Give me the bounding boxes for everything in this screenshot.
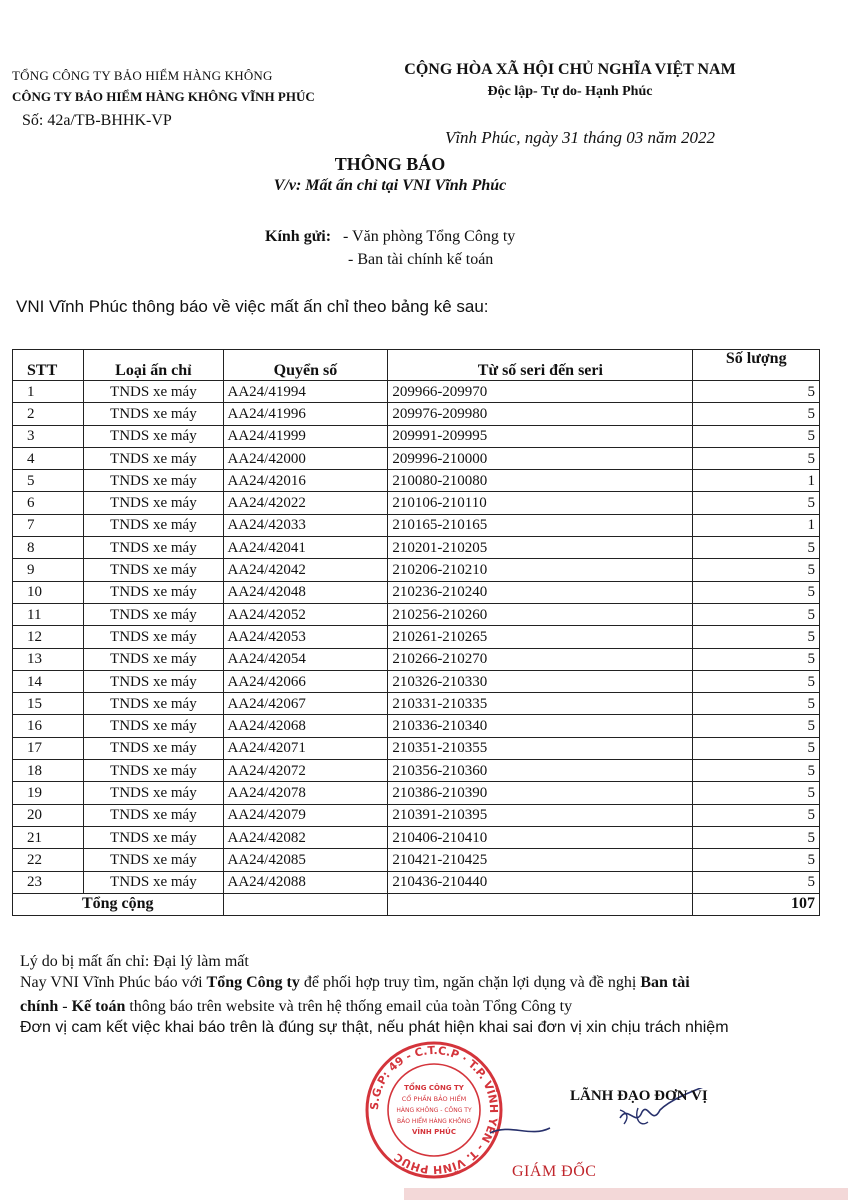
table-body <box>13 381 820 894</box>
cell-serial-range: 210236-210240 <box>388 581 693 603</box>
cell-quantity: 5 <box>693 648 820 670</box>
cell-stt: 11 <box>13 603 84 625</box>
header-book-number: Quyển số <box>223 350 388 381</box>
request-line-continued <box>20 998 820 1016</box>
cell-quantity: 5 <box>693 760 820 782</box>
table-row <box>13 760 820 782</box>
cell-serial-range: 210206-210210 <box>388 559 693 581</box>
cell-stt: 9 <box>13 559 84 581</box>
nation-name: CỘNG HÒA XÃ HỘI CHỦ NGHĨA VIỆT NAM <box>404 61 736 78</box>
cell-quantity: 5 <box>693 403 820 425</box>
cell-book-number: AA24/41994 <box>223 381 388 403</box>
cell-book-number: AA24/42000 <box>223 447 388 469</box>
table-row <box>13 648 820 670</box>
cell-book-number: AA24/42068 <box>223 715 388 737</box>
table-row <box>13 826 820 848</box>
lost-documents-table <box>12 349 820 916</box>
cell-book-number: AA24/42082 <box>223 826 388 848</box>
table-row <box>13 492 820 514</box>
total-empty-cell <box>388 893 693 915</box>
cell-stt: 20 <box>13 804 84 826</box>
cell-type: TNDS xe máy <box>84 537 223 559</box>
cell-serial-range: 209976-209980 <box>388 403 693 425</box>
cell-book-number: AA24/42067 <box>223 693 388 715</box>
scan-edge-artifact <box>404 1188 848 1200</box>
cell-type: TNDS xe máy <box>84 581 223 603</box>
table-row <box>13 381 820 403</box>
cell-serial-range: 210386-210390 <box>388 782 693 804</box>
cell-book-number: AA24/42085 <box>223 849 388 871</box>
table-row <box>13 626 820 648</box>
cell-book-number: AA24/42041 <box>223 537 388 559</box>
cell-serial-range: 210106-210110 <box>388 492 693 514</box>
total-empty-cell <box>223 893 388 915</box>
intro-text: VNI Vĩnh Phúc thông báo về việc mất ấn chỉ theo bảng kê sau: <box>16 297 489 316</box>
cell-type: TNDS xe máy <box>84 804 223 826</box>
cell-quantity: 5 <box>693 537 820 559</box>
cell-type: TNDS xe máy <box>84 626 223 648</box>
cell-book-number: AA24/42053 <box>223 626 388 648</box>
cell-stt: 18 <box>13 760 84 782</box>
signatory-role: GIÁM ĐỐC <box>512 1163 597 1180</box>
cell-serial-range: 210261-210265 <box>388 626 693 648</box>
table-row <box>13 693 820 715</box>
cell-quantity: 5 <box>693 492 820 514</box>
cell-quantity: 1 <box>693 470 820 492</box>
cell-serial-range: 210331-210335 <box>388 693 693 715</box>
table-row <box>13 447 820 469</box>
cell-book-number: AA24/42088 <box>223 871 388 893</box>
request-line <box>20 974 820 992</box>
cell-type: TNDS xe máy <box>84 826 223 848</box>
request-text-b: Tổng Công ty <box>206 974 300 991</box>
stamp-ring-text: S.G.P: 49 - C.T.C.P · T.P. VĨNH YÊN - T. VĨNH PHÚC <box>367 1043 501 1177</box>
cell-book-number: AA24/42054 <box>223 648 388 670</box>
cell-quantity: 5 <box>693 871 820 893</box>
stamp-line-1: TỔNG CÔNG TY <box>404 1084 464 1092</box>
cell-type: TNDS xe máy <box>84 782 223 804</box>
cell-quantity: 5 <box>693 603 820 625</box>
cell-stt: 23 <box>13 871 84 893</box>
cell-type: TNDS xe máy <box>84 849 223 871</box>
header-serial-range: Từ số seri đến seri <box>388 350 693 381</box>
table-row <box>13 403 820 425</box>
table-header-row <box>13 350 820 381</box>
request-text-e: chính <box>20 998 59 1015</box>
reason-line: Lý do bị mất ấn chỉ: Đại lý làm mất <box>20 953 249 970</box>
total-value: 107 <box>693 893 820 915</box>
table-row <box>13 425 820 447</box>
cell-serial-range: 210165-210165 <box>388 514 693 536</box>
cell-type: TNDS xe máy <box>84 871 223 893</box>
cell-stt: 10 <box>13 581 84 603</box>
cell-serial-range: 209996-210000 <box>388 447 693 469</box>
cell-book-number: AA24/42071 <box>223 737 388 759</box>
notice-title: THÔNG BÁO <box>334 154 446 174</box>
cell-serial-range: 210391-210395 <box>388 804 693 826</box>
cell-serial-range: 210356-210360 <box>388 760 693 782</box>
header-type: Loại ấn chỉ <box>84 350 223 381</box>
cell-stt: 12 <box>13 626 84 648</box>
cell-type: TNDS xe máy <box>84 425 223 447</box>
table-row <box>13 559 820 581</box>
cell-serial-range: 210436-210440 <box>388 871 693 893</box>
request-text-a: Nay VNI Vĩnh Phúc báo với <box>20 974 207 991</box>
cell-book-number: AA24/41996 <box>223 403 388 425</box>
cell-book-number: AA24/42048 <box>223 581 388 603</box>
cell-type: TNDS xe máy <box>84 603 223 625</box>
cell-serial-range: 210406-210410 <box>388 826 693 848</box>
cell-serial-range: 210421-210425 <box>388 849 693 871</box>
table-row <box>13 782 820 804</box>
request-text-h: thông báo trên website và trên hệ thống email của toàn Tổng Công ty <box>125 998 573 1015</box>
cell-serial-range: 210256-210260 <box>388 603 693 625</box>
cell-type: TNDS xe máy <box>84 715 223 737</box>
cell-quantity: 5 <box>693 559 820 581</box>
parent-organization: TỔNG CÔNG TY BẢO HIỂM HÀNG KHÔNG <box>12 68 273 83</box>
signatory-title: LÃNH ĐẠO ĐƠN VỊ <box>570 1088 708 1104</box>
unit-organization: CÔNG TY BẢO HIỂM HÀNG KHÔNG VĨNH PHÚC <box>12 89 315 104</box>
cell-type: TNDS xe máy <box>84 470 223 492</box>
header-stt: STT <box>13 350 84 381</box>
cell-stt: 2 <box>13 403 84 425</box>
cell-quantity: 5 <box>693 626 820 648</box>
table-row <box>13 737 820 759</box>
stamp-line-5: VĨNH PHÚC <box>412 1128 456 1136</box>
cell-quantity: 5 <box>693 581 820 603</box>
cell-stt: 19 <box>13 782 84 804</box>
table-row <box>13 849 820 871</box>
stamp-line-2: CỔ PHẦN BẢO HIỂM <box>401 1095 467 1103</box>
cell-quantity: 5 <box>693 849 820 871</box>
cell-stt: 4 <box>13 447 84 469</box>
cell-type: TNDS xe máy <box>84 693 223 715</box>
cell-book-number: AA24/42066 <box>223 670 388 692</box>
cell-type: TNDS xe máy <box>84 670 223 692</box>
cell-stt: 14 <box>13 670 84 692</box>
cell-book-number: AA24/42033 <box>223 514 388 536</box>
cell-serial-range: 209966-209970 <box>388 381 693 403</box>
cell-book-number: AA24/42079 <box>223 804 388 826</box>
recipient-1: - Văn phòng Tổng Công ty <box>343 228 516 245</box>
request-text-c: để phối hợp truy tìm, ngăn chặn lợi dụng và đề nghị <box>299 974 641 991</box>
cell-serial-range: 210201-210205 <box>388 537 693 559</box>
cell-serial-range: 210351-210355 <box>388 737 693 759</box>
stamp-line-4: BẢO HIỂM HÀNG KHÔNG <box>397 1118 471 1125</box>
table-row <box>13 670 820 692</box>
cell-type: TNDS xe máy <box>84 559 223 581</box>
table-row <box>13 871 820 893</box>
cell-serial-range: 209991-209995 <box>388 425 693 447</box>
cell-type: TNDS xe máy <box>84 403 223 425</box>
table-row <box>13 514 820 536</box>
cell-type: TNDS xe máy <box>84 492 223 514</box>
cell-serial-range: 210336-210340 <box>388 715 693 737</box>
cell-quantity: 5 <box>693 737 820 759</box>
cell-serial-range: 210326-210330 <box>388 670 693 692</box>
cell-quantity: 5 <box>693 826 820 848</box>
cell-quantity: 5 <box>693 782 820 804</box>
total-label: Tổng cộng <box>13 893 224 915</box>
cell-quantity: 5 <box>693 693 820 715</box>
national-motto: Độc lập- Tự do- Hạnh Phúc <box>487 84 653 99</box>
table-row <box>13 581 820 603</box>
cell-serial-range: 210266-210270 <box>388 648 693 670</box>
cell-book-number: AA24/42042 <box>223 559 388 581</box>
table-total-row <box>13 893 820 915</box>
cell-type: TNDS xe máy <box>84 447 223 469</box>
cell-book-number: AA24/42016 <box>223 470 388 492</box>
cell-book-number: AA24/42078 <box>223 782 388 804</box>
cell-stt: 16 <box>13 715 84 737</box>
cell-type: TNDS xe máy <box>84 514 223 536</box>
cell-stt: 22 <box>13 849 84 871</box>
cell-stt: 6 <box>13 492 84 514</box>
request-text-d: Ban tài <box>640 974 690 991</box>
request-text-g: Kế toán <box>71 998 126 1015</box>
cell-book-number: AA24/42052 <box>223 603 388 625</box>
table-row <box>13 470 820 492</box>
table-row <box>13 715 820 737</box>
cell-quantity: 5 <box>693 381 820 403</box>
cell-book-number: AA24/41999 <box>223 425 388 447</box>
cell-serial-range: 210080-210080 <box>388 470 693 492</box>
cell-quantity: 5 <box>693 425 820 447</box>
cell-stt: 13 <box>13 648 84 670</box>
recipient-label: Kính gửi: <box>265 228 332 245</box>
commitment-line: Đơn vị cam kết việc khai báo trên là đúng sự thật, nếu phát hiện khai sai đơn vị xin chịu trách nhiệm <box>20 1019 729 1036</box>
notice-subject: V/v: Mất ấn chỉ tại VNI Vĩnh Phúc <box>273 177 507 194</box>
cell-stt: 3 <box>13 425 84 447</box>
table-row <box>13 603 820 625</box>
document-number: Số: 42a/TB-BHHK-VP <box>22 112 172 129</box>
cell-stt: 21 <box>13 826 84 848</box>
cell-quantity: 5 <box>693 804 820 826</box>
cell-stt: 1 <box>13 381 84 403</box>
cell-quantity: 5 <box>693 447 820 469</box>
cell-stt: 5 <box>13 470 84 492</box>
header-quantity: Số lượng <box>693 350 820 381</box>
cell-stt: 7 <box>13 514 84 536</box>
cell-quantity: 5 <box>693 670 820 692</box>
table-row <box>13 537 820 559</box>
request-text-f: - <box>58 998 72 1015</box>
cell-book-number: AA24/42072 <box>223 760 388 782</box>
cell-type: TNDS xe máy <box>84 760 223 782</box>
issue-date: Vĩnh Phúc, ngày 31 tháng 03 năm 2022 <box>444 128 716 147</box>
cell-stt: 15 <box>13 693 84 715</box>
cell-quantity: 5 <box>693 715 820 737</box>
cell-type: TNDS xe máy <box>84 737 223 759</box>
cell-quantity: 1 <box>693 514 820 536</box>
cell-type: TNDS xe máy <box>84 381 223 403</box>
recipient-2: - Ban tài chính kế toán <box>348 251 494 268</box>
cell-stt: 8 <box>13 537 84 559</box>
table-row <box>13 804 820 826</box>
stamp-line-3: HÀNG KHÔNG - CÔNG TY <box>396 1107 472 1114</box>
cell-type: TNDS xe máy <box>84 648 223 670</box>
cell-book-number: AA24/42022 <box>223 492 388 514</box>
cell-stt: 17 <box>13 737 84 759</box>
